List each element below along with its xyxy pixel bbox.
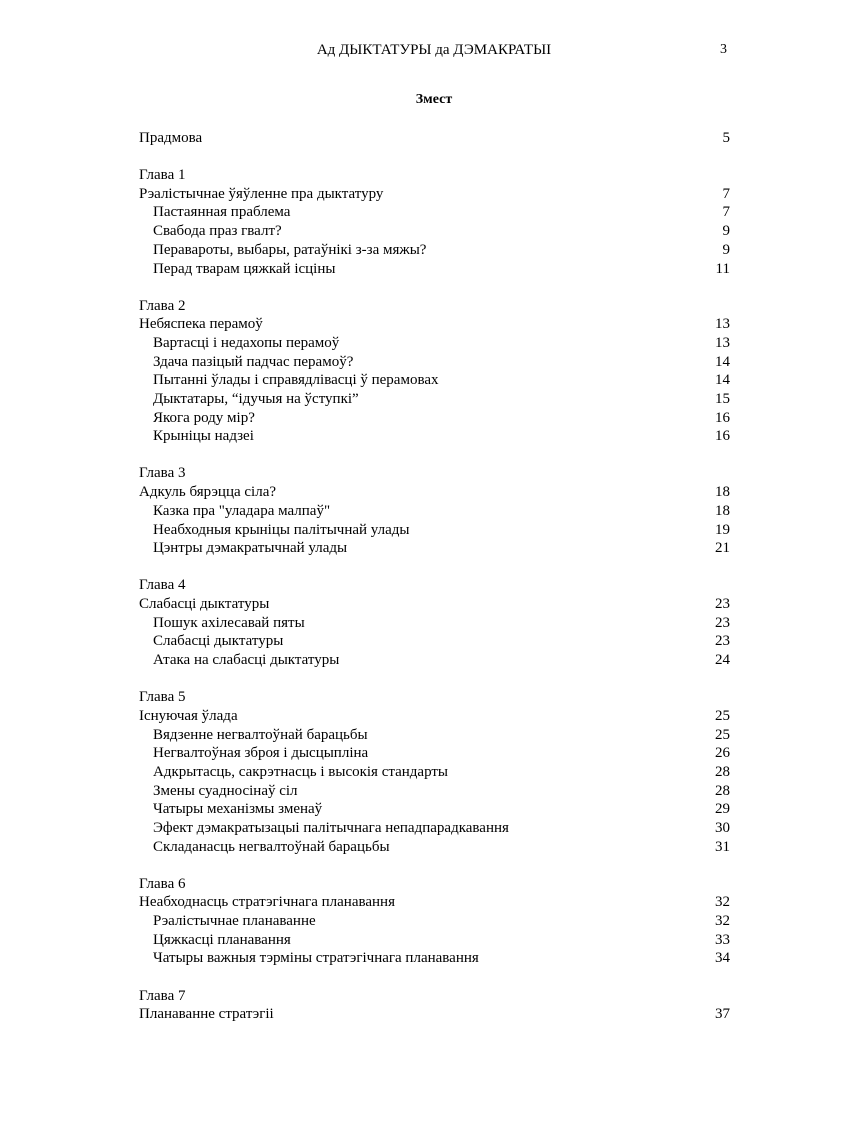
toc-section-entry <box>139 651 730 670</box>
toc-entry-title: Глава 1 <box>139 167 186 184</box>
toc-section-entry <box>139 838 730 857</box>
toc-chapter <box>139 297 730 447</box>
toc-entry-title: Вядзенне негвалтоўнай барацьбы <box>153 726 368 743</box>
toc-entry-title: Пошук ахілесавай пяты <box>153 614 305 631</box>
toc-entry-title: Свабода праз гвалт? <box>153 223 282 240</box>
toc-chapter-title <box>139 315 730 334</box>
toc-entry-page: 25 <box>715 707 730 724</box>
toc-entry-page: 7 <box>722 185 730 202</box>
toc-section-entry <box>139 371 730 390</box>
toc-entry-title: Глава 5 <box>139 689 186 706</box>
toc-chapter <box>139 688 730 856</box>
toc-chapter-label <box>139 987 730 1006</box>
toc-chapter <box>139 464 730 557</box>
toc-section-entry <box>139 353 730 372</box>
toc-entry-page: 16 <box>715 409 730 426</box>
toc-entry-title: Глава 2 <box>139 297 186 314</box>
toc-heading: Змест <box>415 92 453 107</box>
toc-entry-page: 32 <box>715 913 730 930</box>
toc-entry-page: 30 <box>715 819 730 836</box>
toc-section-entry <box>139 912 730 931</box>
toc-entry-page: 23 <box>715 633 730 650</box>
toc-section-entry <box>139 427 730 446</box>
toc-section-entry <box>139 632 730 651</box>
toc-chapter-title <box>139 185 730 204</box>
toc-chapter-label <box>139 875 730 894</box>
toc-entry-page: 14 <box>715 353 730 370</box>
toc-entry-page: 34 <box>715 950 730 967</box>
toc-entry-page: 5 <box>722 130 730 146</box>
toc-entry-title: Глава 4 <box>139 577 186 594</box>
toc-section-entry <box>139 744 730 763</box>
toc-chapter-label <box>139 688 730 707</box>
toc-section-entry <box>139 409 730 428</box>
toc-entry-preface <box>139 129 730 148</box>
toc-entry-page: 32 <box>715 894 730 911</box>
toc-section-entry <box>139 390 730 409</box>
toc-entry-page: 21 <box>715 540 730 557</box>
toc-chapter <box>139 166 730 278</box>
toc-entry-title: Адкрытасць, сакрэтнасць і высокія стандарты <box>153 763 449 780</box>
toc-section-entry <box>139 222 730 241</box>
toc-entry-page: 18 <box>715 502 730 519</box>
toc-entry-page: 37 <box>715 1006 730 1023</box>
toc-entry-page: 24 <box>715 652 730 669</box>
toc-entry-page: 18 <box>715 484 730 501</box>
toc-entry-title: Глава 6 <box>139 875 186 892</box>
running-title: Ад ДЫКТАТУРЫ да ДЭМАКРАТЫІ <box>316 42 552 58</box>
toc-section-entry <box>139 726 730 745</box>
toc-section-entry <box>139 931 730 950</box>
toc-entry-page: 13 <box>715 334 730 351</box>
toc-entry-page: 28 <box>715 763 730 780</box>
toc-entry-title: Цяжкасці планавання <box>153 931 291 948</box>
toc-entry-page: 9 <box>722 223 730 240</box>
toc-entry-title: Пастаянная праблема <box>153 204 291 221</box>
toc-entry-title: Небяспека перамоў <box>139 316 263 333</box>
toc-entry-page: 31 <box>715 838 730 855</box>
toc-entry-title: Дыктатары, “ідучыя на ўступкі” <box>153 391 359 408</box>
toc-entry-title: Прадмова <box>139 130 203 146</box>
toc-entry-title: Казка пра "уладара малпаў" <box>153 502 331 519</box>
toc-entry-page: 26 <box>715 745 730 762</box>
toc-chapter <box>139 987 730 1024</box>
toc-entry-page: 19 <box>715 521 730 538</box>
toc-section-entry <box>139 334 730 353</box>
toc-section-entry <box>139 203 730 222</box>
toc-entry-title: Негвалтоўная зброя і дысцыпліна <box>153 745 369 762</box>
toc-entry-title: Рэалістычнае ўяўленне пра дыктатуру <box>139 185 384 202</box>
toc-entry-page: 14 <box>715 372 730 389</box>
toc-entry-title: Слабасці дыктатуры <box>139 596 270 612</box>
toc-entry-title: Глава 3 <box>139 465 186 482</box>
toc-entry-title: Рэалістычнае планаванне <box>153 913 316 930</box>
toc-entry-title: Перад тварам цяжкай ісціны <box>153 260 336 277</box>
toc-entry-title: Адкуль бярэцца сіла? <box>139 484 277 501</box>
toc-chapter-label <box>139 166 730 185</box>
toc-chapter-title <box>139 483 730 502</box>
toc-section-entry <box>139 819 730 838</box>
toc-chapter-label <box>139 464 730 483</box>
toc-chapters <box>139 166 730 1024</box>
toc-chapter <box>139 576 730 669</box>
toc-section-entry <box>139 800 730 819</box>
toc-entry-title: Складанасць негвалтоўнай барацьбы <box>153 838 390 855</box>
toc-entry-title: Змены суадносінаў сіл <box>153 782 298 799</box>
toc-entry-title: Вартасці і недахопы перамоў <box>153 334 340 351</box>
toc-entry-title: Цэнтры дэмакратычнай улады <box>153 540 348 557</box>
toc-entry-page: 13 <box>715 316 730 333</box>
toc-section-entry <box>139 521 730 540</box>
toc-chapter-label <box>139 297 730 316</box>
toc-entry-page: 7 <box>722 204 730 221</box>
toc-section-entry <box>139 763 730 782</box>
toc-section-entry <box>139 949 730 968</box>
toc-entry-page: 15 <box>715 391 730 408</box>
toc-chapter-title <box>139 1005 730 1024</box>
toc-section-entry <box>139 241 730 260</box>
toc-entry-title: Неабходнасць стратэгічнага планавання <box>139 894 395 911</box>
toc-entry-title: Здача пазіцый падчас перамоў? <box>153 353 354 370</box>
toc-entry-page: 23 <box>715 596 730 612</box>
toc-entry-title: Глава 7 <box>139 987 186 1004</box>
toc-chapter-title <box>139 707 730 726</box>
toc-entry-page: 11 <box>715 260 730 277</box>
toc-entry-title: Планаванне стратэгіі <box>139 1006 274 1023</box>
toc-entry-title: Пытанні ўлады і справядлівасці ў перамовах <box>153 372 439 389</box>
page-number: 3 <box>720 42 727 57</box>
toc-entry-title: Існуючая ўлада <box>139 707 238 724</box>
toc-section-entry <box>139 502 730 521</box>
toc-entry-page: 25 <box>715 726 730 743</box>
toc-entry-title: Якога роду мір? <box>153 409 255 426</box>
toc-entry-page: 16 <box>715 428 730 445</box>
toc-entry-page: 29 <box>715 801 730 818</box>
toc-entry-title: Чатыры механізмы зменаў <box>153 801 323 818</box>
toc-entry-title: Атака на слабасці дыктатуры <box>153 652 340 669</box>
table-of-contents <box>139 129 730 1024</box>
toc-entry-title: Крыніцы надзеі <box>153 428 254 445</box>
toc-section-entry <box>139 260 730 279</box>
toc-entry-page: 9 <box>722 241 730 258</box>
toc-chapter-label <box>139 576 730 595</box>
toc-entry-page: 23 <box>715 614 730 631</box>
toc-entry-title: Неабходныя крыніцы палітычнай улады <box>153 521 410 538</box>
toc-entry-title: Слабасці дыктатуры <box>153 633 284 650</box>
toc-entry-page: 33 <box>715 931 730 948</box>
toc-entry-title: Эфект дэмакратызацыі палітычнага непадпарадкавання <box>153 819 509 836</box>
toc-section-entry <box>139 614 730 633</box>
toc-chapter-title <box>139 595 730 614</box>
toc-entry-title: Чатыры важныя тэрміны стратэгічнага планавання <box>153 950 479 967</box>
toc-chapter <box>139 875 730 968</box>
toc-entry-page: 28 <box>715 782 730 799</box>
toc-section-entry <box>139 539 730 558</box>
toc-chapter-title <box>139 893 730 912</box>
toc-entry-title: Перавароты, выбары, ратаўнікі з-за мяжы? <box>153 241 427 258</box>
toc-section-entry <box>139 782 730 801</box>
